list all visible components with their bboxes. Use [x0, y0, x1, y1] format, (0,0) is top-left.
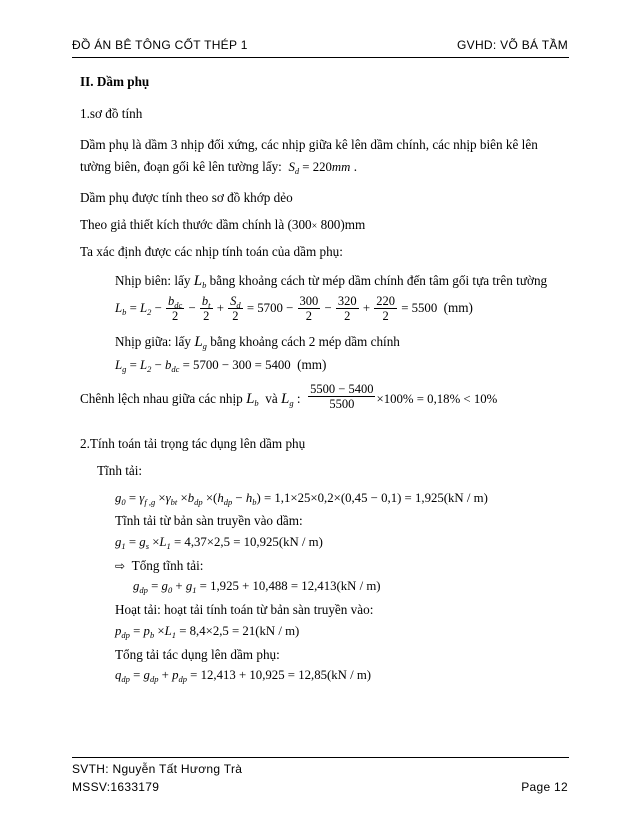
qdp-formula: $q_{dp} = g_{dp} + p_{dp} = 12,413 + 10,925 = 12,85(kN / m)$: [115, 668, 372, 684]
nhip-giua-line: Nhịp giữa: lấy $L_g$ bằng khoảng cách 2 mép dầm chính: [115, 334, 400, 351]
nhip-bien-line: Nhịp biên: lấy $L_b$ bằng khoảng cách từ mép dầm chính đến tâm gối tựa trên tường: [115, 273, 548, 290]
paragraph-4: Ta xác định được các nhịp tính toán của dầm phụ:: [80, 244, 343, 259]
header-instructor: GVHD: VÕ BÁ TẦM: [457, 38, 568, 52]
sd-formula: $S_d = 220mm$: [288, 160, 351, 176]
pdp-formula: $p_{dp} = p_b \times L_1 = 8,4\times 2,5 = 21(kN / m)$: [115, 624, 300, 640]
page-number: Page 12: [521, 780, 568, 794]
section-title: II. Dầm phụ: [80, 74, 150, 89]
difference-line: Chênh lệch nhau giữa các nhịp $L_b$ và $L_g$ : $\frac{5500 - 5400}{5500}$ ×100% = 0,18% < 10%: [80, 382, 498, 412]
paragraph-2: Dầm phụ được tính theo sơ đồ khớp dẻo: [80, 190, 293, 205]
g1-formula: $g_1 = g_s \times L_1 = 4,37\times 2,5 = 10,925(kN / m)$: [115, 535, 323, 551]
header-title: ĐỒ ÁN BÊ TÔNG CỐT THÉP 1: [72, 38, 248, 52]
g0-formula: $g_0 = \gamma_{f ,g} \times\gamma_{bt} \times b_{dp} \times(h_{dp} - h_b) = 1,1\times 25\times 0,2\times(0,45 - 0,1) = 1,925(kN / m)$: [115, 491, 488, 507]
paragraph-3: Theo giả thiết kích thước dầm chính là (300× 800)mm: [80, 217, 366, 232]
dead-load-title: Tĩnh tải:: [97, 463, 143, 478]
footer-mssv: MSSV:1633179: [72, 780, 160, 794]
header-rule: [72, 57, 569, 58]
paragraph-1-line-2: tường biên, đoạn gối kê lên tường lấy: $S_d = 220mm$ .: [80, 159, 357, 176]
live-load-label: Hoạt tải: hoạt tải tính toán từ bản sàn truyền vào:: [115, 602, 374, 617]
subsection-1: 1.sơ đồ tính: [80, 106, 143, 121]
gdp-formula: $g_{dp} = g_0 + g_1 = 1,925 + 10,488 = 12,413(kN / m)$: [133, 579, 381, 595]
paragraph-1-line-1: Dầm phụ là dầm 3 nhịp đối xứng, các nhịp giữa kê lên dầm chính, các nhịp biên kê lên: [80, 137, 538, 152]
lb-formula: $L_b = L_2$ − $\frac{b_{dc}}{2}$ − $\frac{b_t}{2}$ + $\frac{S_d}{2}$ = 5700 − $\frac{300}{2}$ − $\frac{320}{2}$ + $\frac{220}{2}$ = 5500 (mm): [115, 294, 473, 324]
total-dead-load-label: ⇨ Tổng tĩnh tải:: [115, 558, 204, 573]
arrow-right-icon: ⇨: [115, 559, 126, 573]
subsection-2: 2.Tính toán tải trọng tác dụng lên dầm phụ: [80, 436, 306, 451]
footer-rule: [72, 757, 569, 758]
g1-label: Tĩnh tải từ bản sàn truyền vào dầm:: [115, 513, 303, 528]
footer-student: SVTH: Nguyễn Tất Hương Trà: [72, 762, 243, 776]
total-load-label: Tổng tải tác dụng lên dầm phụ:: [115, 647, 280, 662]
lg-formula: $L_g = L_2 - b_{dc} = 5700 - 300 = 5400$ (mm): [115, 357, 327, 374]
